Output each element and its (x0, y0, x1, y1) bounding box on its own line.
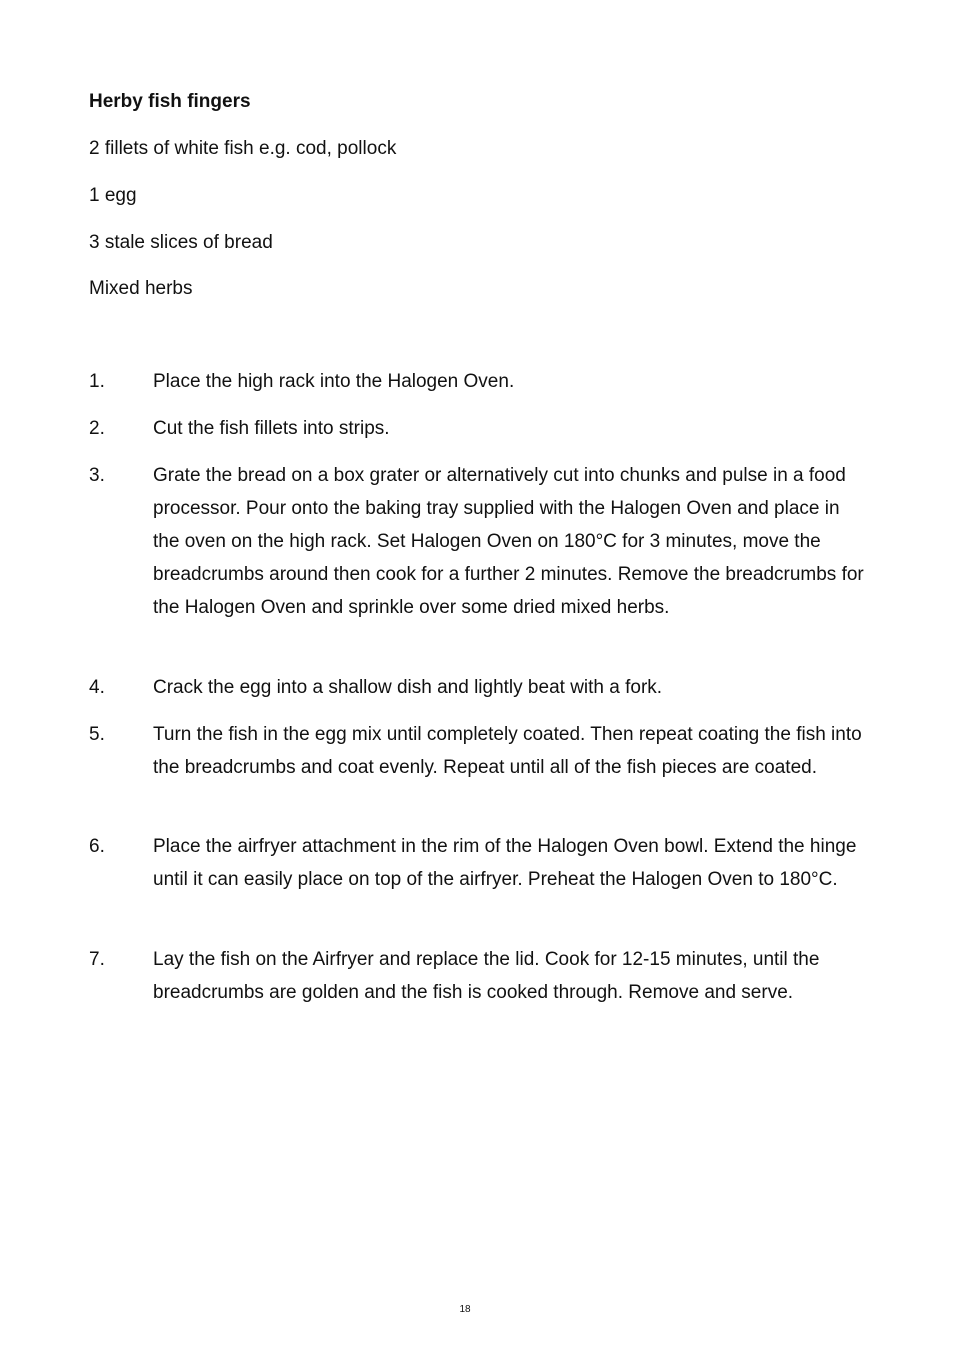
step-text: Lay the fish on the Airfryer and replace the lid. Cook for 12-15 minutes, until the breadcrumbs are golden and the fish is cooked through. Remove and serve. (153, 949, 820, 1003)
ingredient-item: Mixed herbs (89, 278, 193, 299)
step-text: Place the high rack into the Halogen Oven. (153, 371, 515, 392)
ingredient-item: 2 fillets of white fish e.g. cod, pollock (89, 138, 397, 159)
step-text: Crack the egg into a shallow dish and lightly beat with a fork. (153, 677, 663, 698)
step-number: 7. (89, 949, 105, 970)
step-5 (89, 718, 869, 784)
step-number: 6. (89, 836, 105, 857)
step-3 (89, 459, 869, 624)
step-6 (89, 830, 869, 896)
step-text: Grate the bread on a box grater or alternatively cut into chunks and pulse in a food processor. Pour onto the baking tray supplied with the Halogen Oven and place in the oven on the high rack. Set Halogen Oven on 180°C for 3 minutes, move the breadcrumbs around then cook for a further 2 minutes. Remove the breadcrumbs for the Halogen Oven and sprinkle over some dried mixed herbs. (153, 465, 864, 618)
step-7 (89, 943, 869, 1009)
ingredient-item: 1 egg (89, 185, 137, 206)
recipe-title: Herby fish fingers (89, 91, 251, 112)
page-number: 18 (459, 1304, 471, 1315)
step-text: Turn the fish in the egg mix until completely coated. Then repeat coating the fish into the breadcrumbs and coat evenly. Repeat until all of the fish pieces are coated. (153, 724, 862, 778)
step-2 (89, 412, 869, 445)
step-4 (89, 671, 869, 704)
step-text: Cut the fish fillets into strips. (153, 418, 390, 439)
step-number: 3. (89, 465, 105, 486)
ingredient-item: 3 stale slices of bread (89, 232, 273, 253)
step-1 (89, 365, 869, 398)
step-number: 2. (89, 418, 105, 439)
step-number: 4. (89, 677, 105, 698)
step-number: 5. (89, 724, 105, 745)
step-text: Place the airfryer attachment in the rim of the Halogen Oven bowl. Extend the hinge until it can easily place on top of the airfryer. Preheat the Halogen Oven to 180°C. (153, 836, 857, 890)
step-number: 1. (89, 371, 105, 392)
